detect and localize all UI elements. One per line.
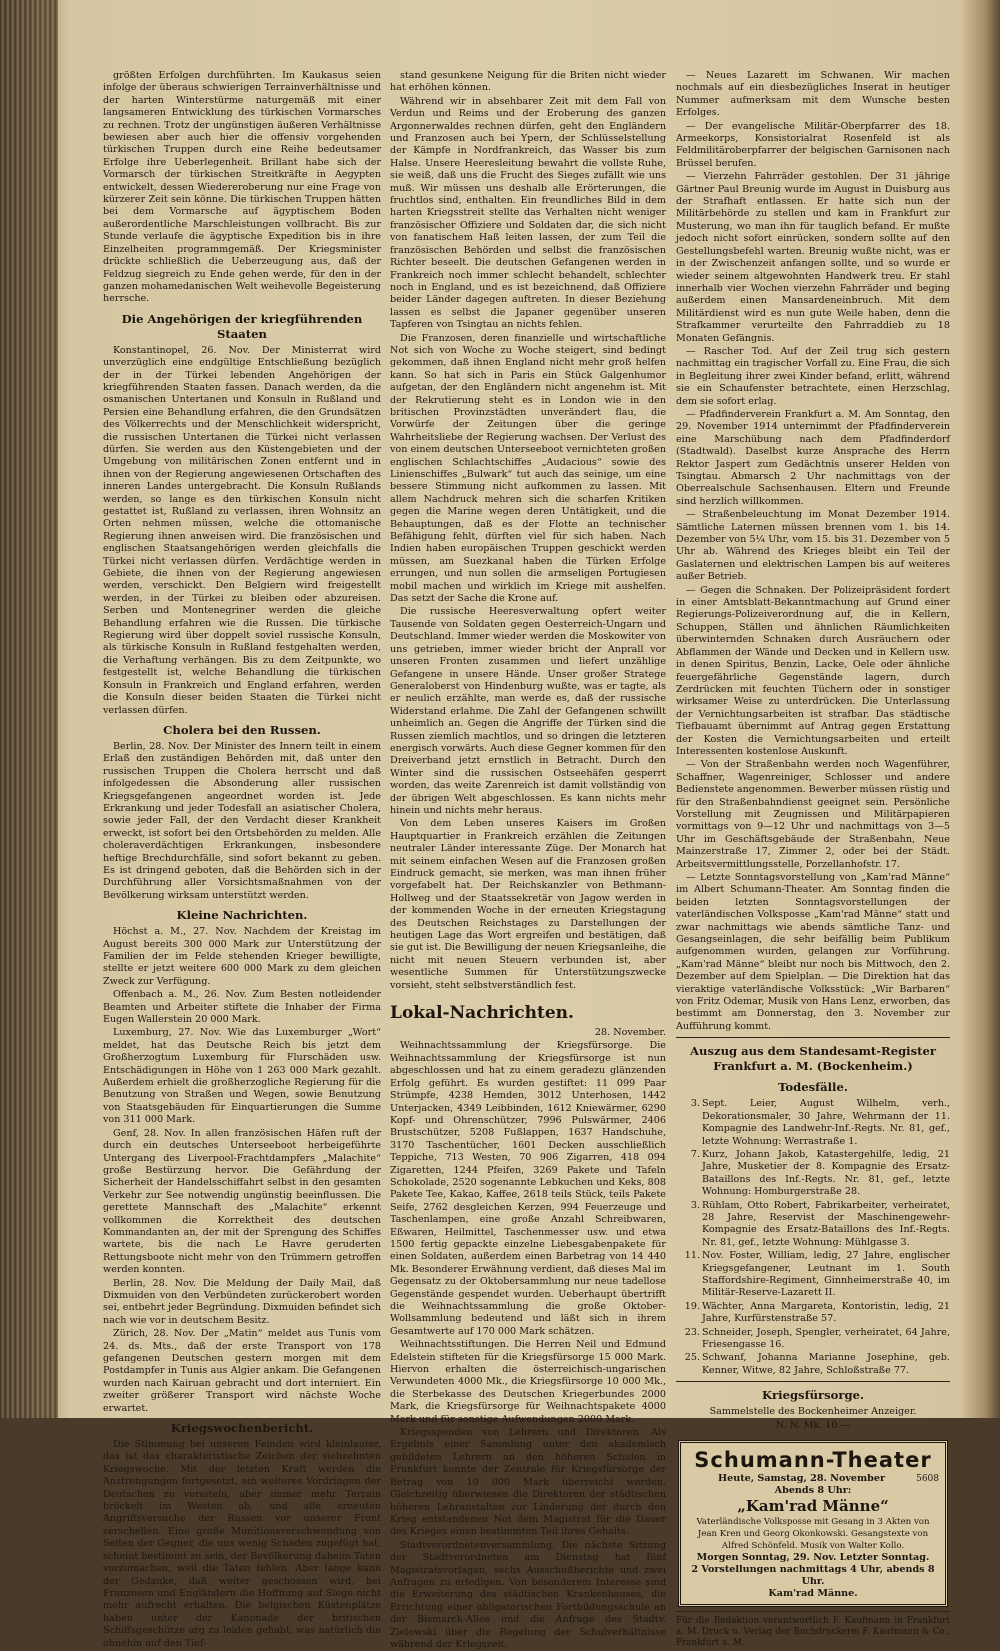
death-date: 7.	[690, 1148, 700, 1160]
article-paragraph: stand gesunkene Neigung für die Briten nicht wieder hat erhöhen können.	[390, 70, 666, 94]
news-item: Weihnachtsstiftungen. Die Herren Neil und Edmund Edelstein stifteten für die Kriegsfürsorge 15 000 Mark. Hiervon erhalten die österreichisch-ungarischen Verwundeten 4000 Mk., die Kriegsfürsorge 10 000 Mk., die Sterbekasse des Deutschen Kriegerbundes 2000 Mark, die Kriegsfürsorge für Weihnachtspakete 4000 Mark und für sonstige Aufwendungen 2000 Mark.	[390, 1339, 666, 1425]
news-item: Offenbach a. M., 26. Nov. Zum Besten notleidender Beamten und Arbeiter stiftete die Inhaber der Firma Eugen Wallerstein 20 000 Mark.	[103, 989, 381, 1026]
article-paragraph: Die Franzosen, deren finanzielle und wirtschaftliche Not sich von Woche zu Woche steigert, sind bedingt gekommen, daß ihnen England nicht mehr groß helfen kann. So hat sich in Paris ein Stück Galgenhumor aufgetan, der den Engländern nicht angenehm ist. Mit der Rekrutierung steht es in London wie in den britischen Provinzstädten unverändert flau, die Vorwürfe der Zeitungen über die geringe Wahrheitsliebe der Regierung wachsen. Der Verlust des von einem deutschen Unterseeboot vernichteten großen englischen Schlachtschiffes „Audacious“ sowie des Linienschiffes „Bulwark“ tut auch das seinige, um eine bessere Stimmung nicht aufkommen zu lassen. Mit allem Nachdruck mehren sich die scharfen Kritiken gegen die Marine wegen deren Untätigkeit, und die Behauptungen, daß es der Flotte an technischer Befähigung fehlt, dürften viel für sich haben. Nach Indien haben europäischen Truppen geschickt werden müssen, am Suezkanal haben die Türken Erfolge errungen, und nun sollen die armseligen Portugiesen mobil machen und wirklich im Kriege mit aushelfen. Das setzt der Sache die Krone auf.	[390, 332, 666, 605]
death-entry	[676, 1149, 950, 1199]
ad-line	[687, 1473, 939, 1485]
death-text: Schwanf, Johanna Marianne Josephine, geb. Kenner, Witwe, 82 Jahre, Schloßstraße 77.	[702, 1352, 950, 1376]
death-entry	[676, 1200, 950, 1250]
ad-number: 5608	[916, 1474, 939, 1485]
news-item: — Der evangelische Militär-Oberpfarrer des 18. Armeekorps, Konsistorialrat Rosenfeld ist als Feldmilitäroberpfarrer der belgischen Garnisonen nach Brüssel berufen.	[676, 120, 950, 169]
death-text: Wächter, Anna Margareta, Kontoristin, ledig, 21 Jahre, Kurfürstenstraße 57.	[702, 1300, 950, 1325]
news-item: Höchst a. M., 27. Nov. Nachdem der Kreistag im August bereits 300 000 Mark zur Unterstützung der Familien der im Felde stehenden Krieger bewilligte, stellte er jetzt weitere 600 000 Mark zu dem gleichen Zweck zur Verfügung.	[103, 926, 381, 987]
article-heading: Kleine Nachrichten.	[176, 908, 308, 923]
death-text: Sept. Leier, August Wilhelm, verh., Dekorationsmaler, 30 Jahre, Wehrmann der 11. Kompagnie des Landwehr-Inf.-Regts. Nr. 81, gef., letzte Wohnung: Werrastraße 1.	[702, 1098, 950, 1147]
news-item: — Vierzehn Fahrräder gestohlen. Der 31 jährige Gärtner Paul Breunig wurde im August in Duisburg aus der Strafhaft entlassen. Er hatte sich nun der Militärbehörde zu stellen und kam in Frankfurt zur Musterung, wo man ihn für tauglich befand. Er mußte jedoch nicht sofort einrücken, sondern sollte auf den Gestellungsbefehl warten. Breunig wußte nicht, was er in der Zwischenzeit anfangen sollte, und so wurde er wieder seinem altgewohnten Handwerk treu. Er stahl innerhalb vier Wochen vierzehn Fahrräder und beging außerdem einen Mansardeneinbruch. Mit dem Militärdienst wird es nun gute Weile haben, denn die Strafkammer verurteilte den Fahrraddieb zu 18 Monaten Gefängnis.	[676, 171, 950, 344]
section-date: 28. November.	[594, 1027, 666, 1039]
news-item: — Neues Lazarett im Schwanen. Wir machen nochmals auf ein diesbezügliches Inserat in heutiger Nummer aufmerksam mit dem Wunsche besten Erfolges.	[676, 70, 950, 119]
death-entry	[676, 1250, 950, 1300]
news-item: Zürich, 28. Nov. Der „Matin“ meldet aus Tunis vom 24. ds. Mts., daß der erste Transport von 178 gefangenen Deutschen gestern morgen mit dem Postdampfer in Tunis aus Algier ankam. Die Gefangenen wurden nach Kairuan gebracht und dort interniert. Ein zweiter größerer Transport wird nächste Woche erwartet.	[103, 1328, 381, 1414]
book-binding	[0, 0, 58, 1418]
death-date: 19.	[684, 1300, 700, 1312]
ad-date: Heute, Samstag, 28. November	[718, 1473, 886, 1485]
divider	[676, 1611, 950, 1612]
news-item: — Gegen die Schnaken. Der Polizeipräsident fordert in einer Amtsblatt-Bekanntmachung auf Grund einer Regierungs-Polizeiverordnung auf, die in Kellern, Schuppen, Ställen und ähnlichen Räumlichkeiten überwinternden Schnaken durch Ausräuchern oder Abflammen der Wände und Decken und in Kellern usw. in denen Spiritus, Benzin, Lacke, Oele oder ähnliche feuergefährliche Gegenstände lagern, durch Zerdrücken mit feuchten Tüchern oder in sonstiger wirksamer Weise zu unterdrücken. Die Unterlassung der Vernichtungsarbeiten ist strafbar. Das städtische Tiefbauamt übernimmt auf Antrag gegen Erstattung der Kosten die Vernichtungsarbeiten und erteilt Interessenten kostenlose Auskunft.	[676, 584, 950, 757]
news-item: — Letzte Sonntagsvorstellung von „Kam'rad Männe“ im Albert Schumann-Theater. Am Sonntag finden die beiden letzten Sonntagsvorstellungen der vaterländischen Volksposse „Kam'rad Männe“ statt und zwar nachmittags wie abends sämtliche Tanz- und Gesangseinlagen, die sehr beifällig beim Publikum aufgenommen wurden, gelangen zur Vorführung. „Kam'rad Männe“ bleibt nur noch bis Mittwoch, den 2. Dezember auf dem Spielplan. — Die Direktion hat das vieraktige vaterländische Volksstück: „Wir Barbaren“ von Fritz Odemar, Musik von Hans Lenz, erworben, das bestimmt am Donnerstag, den 3. November zur Aufführung kommt.	[676, 872, 950, 1032]
ad-description: Vaterländische Volksposse mit Gesang in 3 Akten von Jean Kren und Georg Okonkowski. Gesangstexte von Alfred Schönfeld. Musik von Walter Kollo.	[696, 1517, 930, 1552]
death-date: 25.	[684, 1352, 700, 1364]
article-paragraph: Konstantinopel, 26. Nov. Der Ministerrat wird unverzüglich eine endgültige Entschließung bezüglich der in der Türkei lebenden Angehörigen der kriegführenden Staaten fassen. Danach werden, da die osmanischen Untertanen und Konsuln in Rußland und Persien eine Behandlung erfahren, die den Grundsätzen des Völkerrechts und der Menschlichkeit widerspricht, die russischen Untertanen die Türkei nicht verlassen dürfen. Sie werden aus den Küstengebieten und der Umgebung von militärischen Zonen entfernt und in ihnen von der Regierung angewiesenen Ortschaften des inneren Landes untergebracht. Die Konsuln Rußlands werden, so lange es den türkischen Konsuln nicht gestattet ist, Rußland zu verlassen, ihren Wohnsitz an Orten nehmen müssen, welche die ottomanische Regierung ihnen anweisen wird. Die französischen und englischen Staatsangehörigen werden gleichfalls die Türkei nicht verlassen dürfen. Verdächtige werden in Gebiete, die ihnen von der Regierung angewiesen werden, verschickt. Den Belgiern wird freigestellt werden, in der Türkei zu bleiben oder abzureisen. Serben und Montenegriner werden die gleiche Behandlung erfahren wie die Russen. Die türkische Regierung wird über doppelt soviel russische Konsuln, als türkische Konsuln in Rußland festgehalten werden, die Verhaftung verhängen. Bis zu dem Zeitpunkte, wo festgestellt ist, welche Behandlung die türkischen Konsuln in Frankreich und England erfahren, werden die Konsuln dieser beiden Staaten die Türkei nicht verlassen dürfen.	[103, 344, 381, 716]
ad-performances: 2 Vorstellungen nachmittags 4 Uhr, abends 8 Uhr.	[691, 1564, 935, 1588]
article-paragraph: Während wir in absehbarer Zeit mit dem Fall von Verdun und Reims und der Eroberung des ganzen Argonnerwaldes rechnen dürfen, geht den Engländern und Franzosen auch bei Ypern, der Schlüsselstellung der Kämpfe in Nordfrankreich, das Wasser bis zum Halse. Unsere Heeresleitung bewahrt die vollste Ruhe, sie weiß, daß uns die Frucht des Sieges zufällt wie uns muß. Wir müssen uns deshalb alle Erörterungen, die fruchtlos sind, enthalten. Ein freundliches Bild in dem harten Kriegsstreit stellte das Verhalten nicht weniger französischer Offiziere und Soldaten dar, die sich nicht von fanatischem Haß leiten lassen, der zum Teil die französischen Behörden und selbst die französischen Richter beseelt. Die deutschen Gefangenen werden in Frankreich noch immer schlecht behandelt, schlechter noch in England, und es ist bezeichnend, daß Offiziere beider Länder dagegen auftreten. In dieser Beziehung lassen es selbst die Japaner gegenüber unseren Tapferen von Tsingtau an nichts fehlen.	[390, 95, 666, 331]
ad-sunday: Morgen Sonntag, 29. Nov. Letzter Sonntag.	[696, 1552, 930, 1564]
news-item: — Pfadfinderverein Frankfurt a. M. Am Sonntag, den 29. November 1914 unternimmt der Pfadfinderverein eine Marschübung nach dem Pfadfinderdorf (Stadtwald). Daselbst kurze Ansprache des Herrn Rektor Jaspert zum Gedächtnis unserer Helden von Tsingtau. Abmarsch 2 Uhr nachmittags von der Oberrealschule Sachsenhausen. Eltern und Freunde sind herzlich willkommen.	[676, 408, 950, 507]
death-text: Schneider, Joseph, Spengler, verheiratet, 64 Jahre, Friesengasse 16.	[702, 1326, 950, 1350]
article-paragraph: Von dem Leben unseres Kaisers im Großen Hauptquartier in Frankreich erzählen die Zeitungen neutraler Länder interessante Züge. Der Monarch hat mit seinem einfachen Wesen auf die Franzosen großen Eindruck gemacht, sie merken, was man ihnen früher vorgefabelt hat. Der Reichskanzler von Bethmann-Hollweg und der Staatssekretär von Jagow werden in der kommenden Woche in der erneuten Kriegstagung des Deutschen Reichstages zu Darstellungen der heutigen Lage das Wort ergreifen und bestätigen, daß sie gut ist. Die Bewilligung der neuen Kriegsanleihe, die nicht mit neuen Steuern verbunden ist, aber wesentliche Summen für Unterstützungszwecke vorsieht, steht selbstverständlich fest.	[390, 818, 666, 991]
article-heading: Kriegswochenbericht.	[170, 1421, 314, 1436]
column-1	[103, 70, 381, 1649]
kriegsfuersorge-heading: Kriegsfürsorge.	[761, 1388, 864, 1403]
death-entry	[676, 1352, 950, 1377]
news-item: Luxemburg, 27. Nov. Wie das Luxemburger „Wort“ meldet, hat das Deutsche Reich bis jetzt dem Großherzogtum Luxemburg für Flurschäden usw. Entschädigungen in Höhe von 1 263 000 Mark gezahlt. Außerdem erhielt die großherzogliche Regierung für die Benutzung von Straßen und Wegen, sowie Benutzung von Staatsgebäuden für Einquartierungen die Summe von 311 000 Mark.	[103, 1027, 381, 1126]
section-heading: Lokal-Nachrichten.	[390, 1003, 574, 1024]
ad-title: Schumann-Theater	[694, 1448, 932, 1473]
divider	[676, 1037, 950, 1038]
death-entry	[676, 1301, 950, 1326]
death-entry	[676, 1327, 950, 1352]
death-date: 11.	[684, 1250, 700, 1262]
ad-closing: Kam'rad Männe.	[768, 1588, 858, 1600]
death-text: Kurz, Johann Jakob, Katastergehilfe, ledig, 21 Jahre, Musketier der 8. Kompagnie des Ersatz-Bataillons des Inf.-Regts. Nr. 81, gef., letzte Wohnung: Homburgerstraße 28.	[702, 1148, 950, 1198]
news-item: — Von der Straßenbahn werden noch Wagenführer, Schaffner, Wagenreiniger, Schlosser und andere Bedienstete angenommen. Bewerber müssen rüstig und für den Straßenbahndienst geeignet sein. Persönliche Vorstellung mit Zeugnissen und Militärpapieren vormittags von 9—12 Uhr und nachmittags von 3—5 Uhr im Geschäftsgebäude der Straßenbahn, Neue Mainzerstraße 17, Zimmer 2, oder bei der Städt. Arbeitsvermittlungsstelle, Porzellanhofstr. 17.	[676, 759, 950, 870]
death-text: Nov. Foster, William, ledig, 27 Jahre, englischer Kriegsgefangener, Leutnant im 1. South Staffordshire-Regiment, Ginnheimerstraße 40, im Militär-Reserve-Lazarett II.	[702, 1250, 950, 1299]
news-item: — Straßenbeleuchtung im Monat Dezember 1914. Sämtliche Laternen müssen brennen vom 1. bis 14. Dezember von 5¼ Uhr, vom 15. bis 31. Dezember von 5 Uhr ab. Während des Krieges bleibt ein Teil der Gaslaternen und elektrischen Lampen bis auf weiteres außer Betrieb.	[676, 509, 950, 583]
news-item: Berlin, 28. Nov. Die Meldung der Daily Mail, daß Dixmuiden von den Verbündeten zurückerobert worden sei, entbehrt jeder Begründung. Dixmuiden befindet sich nach wie vor in deutschem Besitz.	[103, 1277, 381, 1326]
ad-play-title: „Kam'rad Männe“	[737, 1497, 889, 1516]
news-item: Stadtverordnetenversammlung. Die nächste Sitzung der Stadtverordneten am Dienstag hat fünf Magistratsvorlagen, sechs Ausschußberichte und zwei Anfragen zu erledigen. Von besonderem Interesse sind die Erweiterung des städtischen Krankenhauses, die Errichtung einer obligatorischen Fortbildungsschule an der Bismarck-Allee und die Anfrage des Stadtv. Zielowski über die Regelung der Schulverhältnisse während der Kriegszeit.	[390, 1539, 666, 1650]
divider	[676, 1381, 950, 1382]
theater-advertisement	[678, 1440, 948, 1607]
article-paragraph: Die russische Heeresverwaltung opfert weiter Tausende von Soldaten gegen Oesterreich-Ungarn und Deutschland. Immer wieder werden die Moskowiter von uns getrieben, immer wieder bricht der Anprall vor unseren Fronten zusammen und liefert unzählige Gefangene in unsere Hände. Unser großer Stratege Generaloberst von Hindenburg wußte, was er tagte, als er neulich erzählte, man werde es, daß der russische Widerstand erlahme. Die Zahl der Gefangenen schwillt unheimlich an. Gegen die Angriffe der Türken sind die Russen ziemlich machtlos, und so dringen die letzteren energisch vorwärts. Auch diese Gegner kommen für den Dreiverband jetzt ernstlich in Betracht. Durch den Winter sind die russischen Ostseehäfen gesperrt worden, das weite Zarenreich ist damit vollständig von der übrigen Welt abgeschlossen. Es kann nichts mehr hinein und nichts mehr heraus.	[390, 606, 666, 816]
article-paragraph: Berlin, 28. Nov. Der Minister des Innern teilt in einem Erlaß den zuständigen Behörden mit, daß unter den russischen Truppen die Cholera herrscht und daß infolgedessen die Absonderung aller russischen Kriegsgefangenen angeordnet worden ist. Jede Erkrankung und jeder Todesfall an asiatischer Cholera, sowie jeder Fall, der den Verdacht dieser Krankheit erweckt, ist sofort bei den Ortsbehörden zu melden. Alle choleraverdächtigen Erkrankungen, insbesondere heftige Brechdurchfälle, sind sofort bekannt zu geben. Es ist dringend geboten, daß die Behörden sich in der Durchführung aller Vorsichtsmaßnahmen von der Bevölkerung wirksam unterstützt werden.	[103, 740, 381, 901]
column-2	[390, 70, 666, 1650]
news-item: Kriegsspenden von Lehrern und Direktoren. Als Ergebnis einer Sammlung unter den akademisch gebildeten Lehrern an den höheren Schulen in Frankfurt konnte der Zentrale für Kriegsfürsorge der Betrag von 10 000 Mark überreicht werden. Gleichzeitig überwiesen die Direktoren der städtischen höheren Lehranstalten zur Linderung der durch den Krieg entstandenen Not dem Magistrat für die Dauer des Krieges einen bestimmten Teil ihres Gehalts.	[390, 1427, 666, 1538]
ad-time: Abends 8 Uhr:	[774, 1485, 852, 1497]
news-item: Weihnachtssammlung der Kriegsfürsorge. Die Weihnachtssammlung der Kriegsfürsorge ist nun abgeschlossen und hat zu einem geradezu glänzenden Erfolg geführt. Es wurden gestiftet: 11 099 Paar Strümpfe, 4238 Hemden, 3012 Unterhosen, 1442 Unterjacken, 4349 Leibbinden, 1612 Kniewärmer, 6290 Kopf- und Ohrenschützer, 7996 Pulswärmer, 2406 Brustschützer, 5208 Fußlappen, 1637 Handschuhe, 3170 Taschentücher, 1601 Decken ausschließlich Teppiche, 713 Westen, 70 906 Zigarren, 418 094 Zigaretten, 1244 Pfeifen, 3269 Pakete und Tafeln Schokolade, 2520 sogenannte Lebkuchen und Keks, 808 Pakete Tee, Kakao, Kaffee, 2618 teils Stück, teils Pakete Seife, 2762 desgleichen Kerzen, 994 Feuerzeuge und Taschenlampen, eine große Anzahl Schreibwaren, Eßwaren, Heilmittel, Taschenmesser usw. und etwa 1500 fertig gepackte einzelne Liebesgabenpakete für einen Soldaten, außerdem einen Barbetrag von 14 440 Mk. Besonderer Erwähnung verdient, daß dieses Mal im Gegensatz zu der Oktobersammlung nur neue tadellose Gegenstände gespendet wurden. Ueberhaupt übertrifft die Weihnachtssammlung die große Oktober-Wollsammlung bedeutend und läßt sich in ihrem Gesamtwerte auf 170 000 Mark schätzen.	[390, 1040, 666, 1337]
collection-point: Sammelstelle des Bockenheimer Anzeiger.	[709, 1406, 917, 1418]
article-paragraph: größten Erfolgen durchführten. Im Kaukasus seien infolge der überaus schwierigen Terrainverhältnisse und der harten Winterstürme naturgemäß mit einer langsameren Entwicklung des türkischen Vormarsches zu rechnen. Trotz der ungünstigen äußeren Verhältnisse bewiesen aber auch hier die offensiv vorgehenden türkischen Truppen durch eine Reihe bedeutsamer Erfolge ihre Ueberlegenheit. Brillant habe sich der Vormarsch der türkischen Streitkräfte in Aegypten entwickelt, dessen Wiedereroberung nur eine Frage von kürzerer Zeit sein könne. Die türkischen Truppen hätten bei dem Vormarsche auf ägyptischem Boden außerordentliche Marschleistungen vollbracht. Bis zur Stunde verlaufe die ägyptische Expedition bis in ihre Einzelheiten programmgemäß. Der Kriegsminister drückte schließlich die Ueberzeugung aus, daß der Feldzug siegreich zu Ende gehen werde, für den in der ganzen mohamedanischen Welt weihevolle Begeisterung herrsche.	[103, 70, 381, 305]
article-heading: Die Angehörigen der kriegführenden Staaten	[121, 311, 363, 341]
article-paragraph: Die Stimmung bei unseren Feinden wird kleinlauter, das ist das charakteristische Zeichen der siebzehnten Kriegswoche. Mit der letzten Kraft werden die Anstrengungen fortgesetzt, ein weiteres Vordringen der Deutschen zu vereiteln, aber immer mehr Terrain bröckelt im Westen ab, und alle erneuten Angriffsversuche der Russen vor unserer Front zerschellen. Eine große Munitionsverschwendung von Seiten der Gegner, die uns wenig Schaden zugefügt hat, scheint bestimmt zu sein, der Bevölkerung daheim Taten vorzumachen, weil die Taten fehlen. Aber lange kann der Gedanke, daß weiter geschossen wird, bei Franzosen und Engländern die Hoffnung auf Siege nicht mehr aufrecht erhalten. Die belgischen Küstenplätze haben unter der Kanonade der britischen Schiffsgeschütze arg zu leiden gehabt, was natürlich die ohnehin auf den Tief-	[103, 1439, 381, 1649]
registry-heading: Auszug aus dem Standesamt-Register Frankfurt a. M. (Bockenheim.)	[690, 1044, 936, 1074]
donation-entry: N. N. Mk. 10.—	[775, 1419, 851, 1431]
death-date: 3.	[690, 1098, 700, 1110]
imprint: Für die Redaktion verantwortlich F. Kaufmann in Frankfurt a. M. Druck u. Verlag der Buchdruckerei F. Kaufmann & Co., Frankfurt a. M.	[676, 1616, 950, 1649]
death-date: 3.	[690, 1199, 700, 1211]
column-3	[676, 70, 950, 1649]
news-item: — Rascher Tod. Auf der Zeil trug sich gestern nachmittag ein tragischer Vorfall zu. Eine Frau, die sich in Begleitung ihrer zwei Kinder befand, erlitt, während sie ein Schaufenster betrachtete, einen Herzschlag, dem sie sofort erlag.	[676, 345, 950, 407]
death-date: 23.	[684, 1326, 700, 1338]
article-heading: Cholera bei den Russen.	[163, 722, 321, 737]
registry-subheading: Todesfälle.	[778, 1080, 848, 1095]
news-item: Genf, 28. Nov. In allen französischen Häfen ruft der durch ein deutsches Unterseeboot herbeigeführte Untergang des Liverpool-Frachtdampfers „Malachite“ große Bestürzung hervor. Die Gefährdung der Sicherheit der Handelsschiffahrt selbst in den gesamten Verkehr zur See notwendig ungünstig beeinflussen. Die gerettete Mannschaft des „Malachite“ erkennt vollkommen die Korrektheit des deutschen Kommandanten an, der mit der Sprengung des Schiffes wartete, bis die nach Le Havre geruderten Rettungsboote nicht mehr von den Trümmern getroffen werden konnten.	[103, 1127, 381, 1276]
death-notices	[676, 1098, 950, 1377]
death-entry	[676, 1098, 950, 1148]
death-text: Rühlam, Otto Robert, Fabrikarbeiter, verheiratet, 28 Jahre, Reservist der Maschinengewehr-Kompagnie des Ersatz-Bataillons des Inf.-Regts. Nr. 81, gef., letzte Wohnung: Mühlgasse 3.	[702, 1199, 950, 1248]
